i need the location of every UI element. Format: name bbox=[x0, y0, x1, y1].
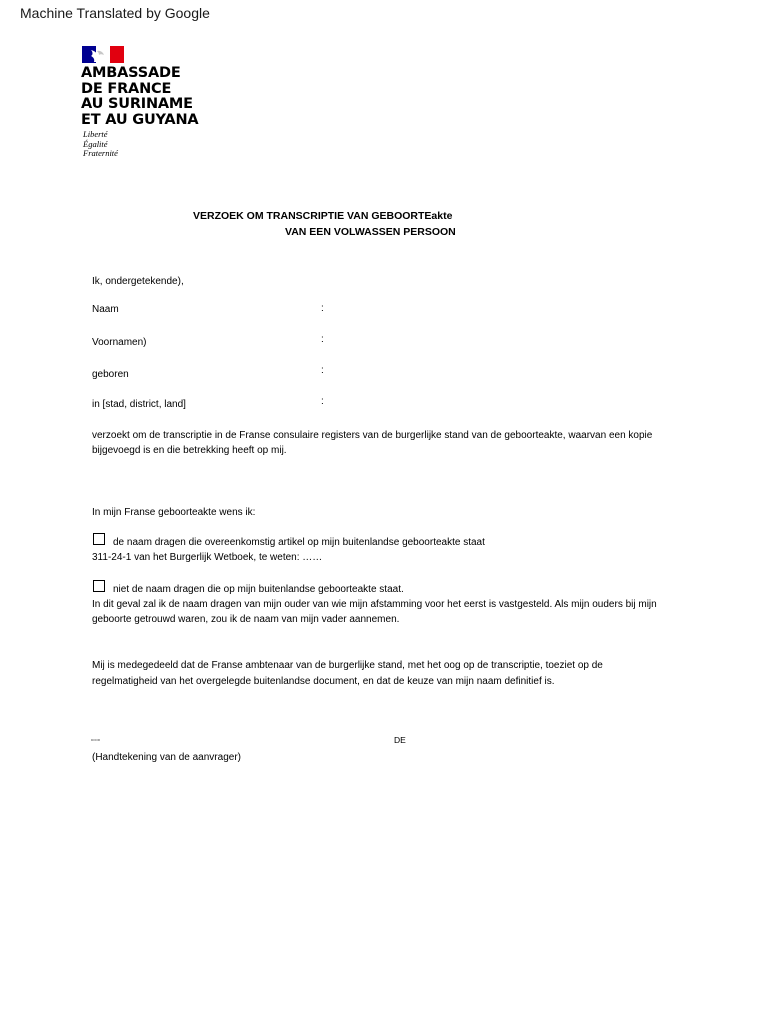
field-label-first-names: Voornamen) bbox=[92, 337, 147, 348]
document-title-line2: VAN EEN VOLWASSEN PERSOON bbox=[285, 226, 456, 238]
motto-line: Fraternité bbox=[83, 148, 118, 158]
embassy-name bbox=[81, 66, 198, 128]
notice-paragraph: Mij is medegedeeld dat de Franse ambtenaar van de burgerlijke stand, met het oog op de transcriptie, toeziet op de regelmatigheid van het overgelegde buitenlandse document, en dat de keuze van mijn naam definitief is. bbox=[92, 660, 603, 687]
machine-translation-banner: Machine Translated by Google bbox=[20, 5, 210, 21]
document-title-line1: VERZOEK OM TRANSCRIPTIE VAN GEBOORTEakte bbox=[193, 210, 453, 222]
request-paragraph: verzoekt om de transcriptie in de Franse consulaire registers van de burgerlijke stand van de geboorteakte, waarvan een kopie bijgevoegd is en die betrekking heeft op mij. bbox=[92, 430, 653, 456]
motto-line: Liberté bbox=[83, 129, 108, 139]
option-not-keep-name-checkbox[interactable] bbox=[93, 580, 105, 592]
marianne-flag-logo bbox=[82, 46, 124, 63]
intro-text: Ik, ondergetekende), bbox=[92, 276, 184, 287]
field-label-place: in [stad, district, land] bbox=[92, 399, 186, 410]
field-colon: : bbox=[321, 365, 324, 376]
option-keep-name-line1: de naam dragen die overeenkomstig artikel op mijn buitenlandse geboorteakte staat bbox=[113, 537, 485, 548]
signature-label: (Handtekening van de aanvrager) bbox=[92, 752, 241, 763]
embassy-name-line: AMBASSADE bbox=[81, 65, 181, 81]
field-label-born: geboren bbox=[92, 369, 129, 380]
embassy-name-line: AU SURINAME bbox=[81, 96, 193, 112]
option-not-keep-name-line1: niet de naam dragen die op mijn buitenlandse geboorteakte staat. bbox=[113, 584, 404, 595]
option-keep-name-checkbox[interactable] bbox=[93, 533, 105, 545]
republic-motto bbox=[83, 130, 118, 159]
embassy-name-line: ET AU GUYANA bbox=[81, 111, 199, 128]
option-not-keep-name-details: In dit geval zal ik de naam dragen van mijn ouder van wie mijn afstamming voor het eerst is vastgesteld. Als mijn ouders bij mijn geboorte getrouwd waren, zou ik de naam van mijn vader aannemen. bbox=[92, 599, 657, 625]
motto-line: Égalité bbox=[83, 138, 108, 149]
field-colon: : bbox=[321, 334, 324, 345]
field-colon: : bbox=[321, 396, 324, 407]
option-keep-name-line2: 311-24-1 van het Burgerlijk Wetboek, te weten: …… bbox=[92, 552, 323, 563]
field-label-name: Naam bbox=[92, 304, 119, 315]
wish-heading: In mijn Franse geboorteakte wens ik: bbox=[92, 507, 256, 518]
embassy-name-line: DE FRANCE bbox=[81, 80, 172, 97]
de-label: DE bbox=[394, 735, 406, 745]
field-colon: : bbox=[321, 303, 324, 314]
tiny-mark: DOOR bbox=[91, 738, 100, 742]
